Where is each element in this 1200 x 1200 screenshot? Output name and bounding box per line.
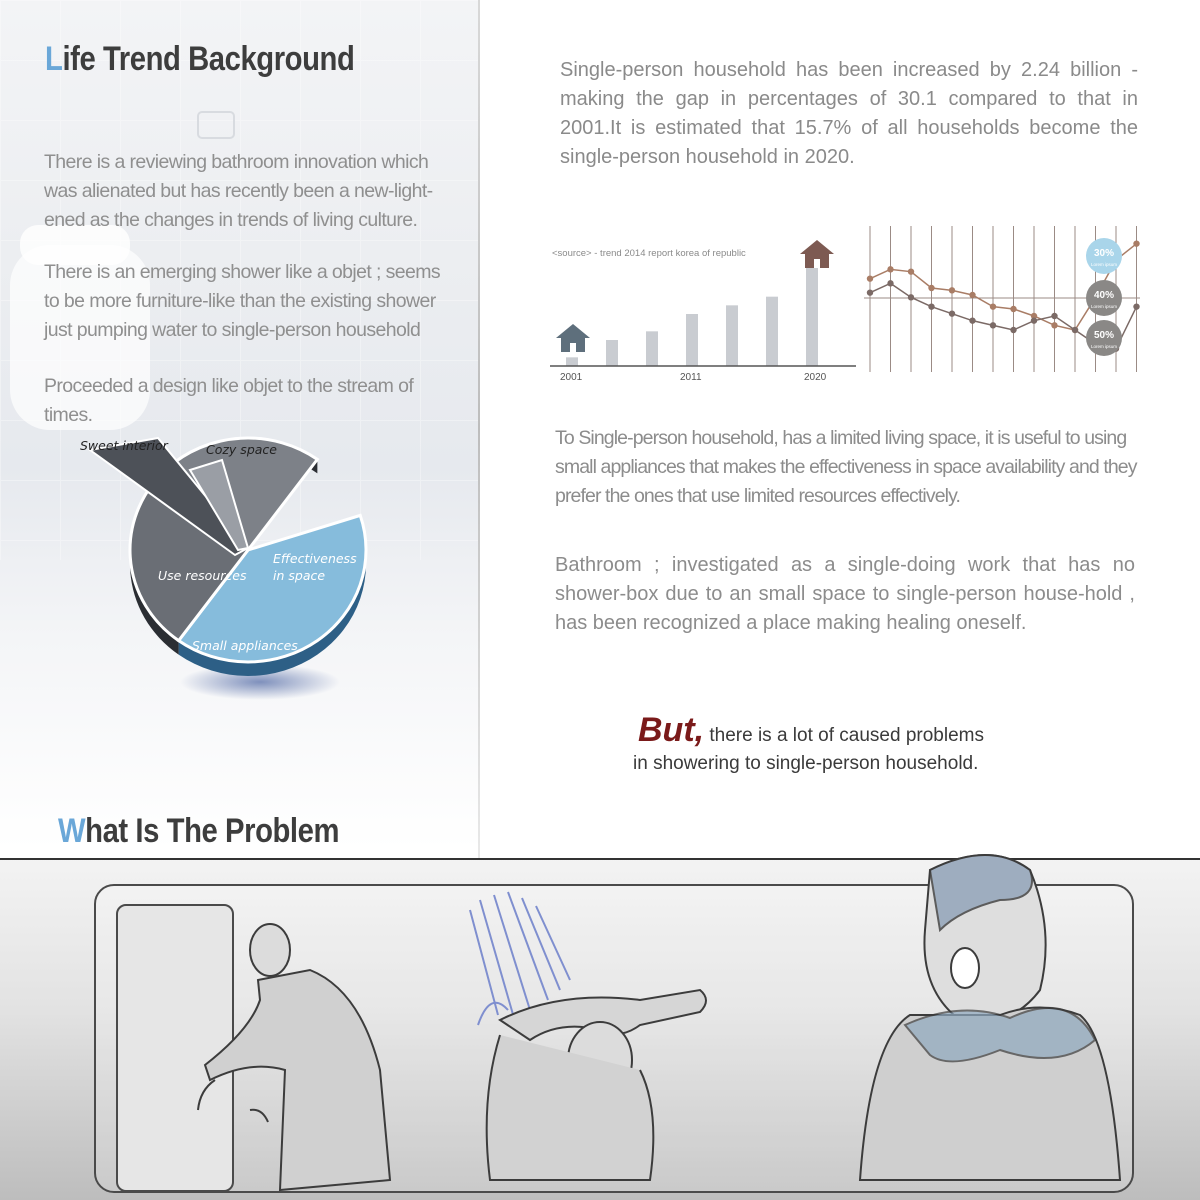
bar (726, 305, 738, 366)
pie-label-small-appliances: Small appliances (192, 638, 298, 653)
household-increase-paragraph: Single-person household has been increased by 2.24 billion - making the gap in percentages of 30.1 compared to that in 2001.It is estimated that 15.7% of all households become the single-person household in 2020. (560, 59, 1138, 168)
line-point (1051, 322, 1057, 328)
line-point (867, 289, 873, 295)
line-point (1133, 303, 1139, 309)
line-point (1010, 327, 1016, 333)
bar-tick-label-2020: 2020 (804, 372, 827, 382)
line-point (908, 294, 914, 300)
bar-tick-label-2011: 2011 (680, 372, 702, 382)
line-point (990, 322, 996, 328)
bar (686, 314, 698, 366)
badge-30-sublabel: Lorem ipsum (1090, 262, 1118, 267)
line-point (1031, 317, 1037, 323)
problem-callout (633, 711, 1093, 778)
house-icon (800, 240, 834, 268)
showering-people-illustration (0, 840, 1200, 1200)
line-point (1133, 240, 1139, 246)
person-leaning-icon (198, 924, 390, 1190)
bar (646, 331, 658, 366)
section-title-what-is-the-problem: What Is The Problem (58, 812, 340, 850)
section-title-life-trend: Life Trend Background (45, 40, 355, 78)
badge-40-sublabel: Lorem ipsum (1090, 304, 1118, 309)
callout-but: But, (638, 711, 705, 749)
trend-paragraph-1: There is a reviewing bathroom innovation which was alienated but has recently been a new-light-ened as the changes in trends of living culture. (44, 151, 433, 231)
trend-paragraph-3: Proceeded a design like objet to the stream of times. (44, 375, 414, 426)
bathroom-healing-paragraph: Bathroom ; investigated as a single-doing work that has no shower-box due to an small space to single-person house-hold , has been recognized a place making healing oneself. (555, 554, 1135, 634)
pie-label-effectiveness: Effectiveness in space (273, 551, 357, 583)
household-bar-chart (550, 232, 860, 382)
badge-40 (1086, 280, 1122, 316)
line-point (867, 275, 873, 281)
line-point (928, 303, 934, 309)
pie-label-use-resources: Use resources (158, 568, 247, 583)
line-point (949, 310, 955, 316)
person-shielding-face-icon (487, 990, 706, 1180)
badge-30 (1086, 238, 1122, 274)
line-point (887, 280, 893, 286)
line-point (949, 287, 955, 293)
small-appliances-paragraph: To Single-person household, has a limited living space, it is useful to using small appliances that makes the effectiveness in space availability and they prefer the ones that use limited resources effectively. (555, 427, 1137, 507)
line-point (969, 292, 975, 298)
preference-pie-chart (60, 420, 390, 710)
line-point (969, 317, 975, 323)
line-point (1010, 306, 1016, 312)
badge-50-sublabel: Lorem ipsum (1090, 344, 1118, 349)
house-icon (556, 324, 590, 352)
line-point (908, 268, 914, 274)
bar (766, 297, 778, 366)
line-point (928, 285, 934, 291)
trend-paragraph-2: There is an emerging shower like a objet ; seems to be more furniture-like than the existing shower just pumping water to single-person household (44, 261, 441, 341)
callout-line-2: in showering to single-person household. (633, 753, 979, 774)
callout-line-1: there is a lot of caused problems (709, 725, 984, 746)
panel-divider (478, 0, 480, 860)
badge-50 (1086, 320, 1122, 356)
line-point (887, 266, 893, 272)
badge-30-label: 30% (1093, 248, 1115, 259)
trend-line-chart (864, 226, 1146, 376)
bar (606, 340, 618, 366)
line-point (1072, 327, 1078, 333)
bar-series (566, 262, 818, 366)
chart-source-note: <source> - trend 2014 report korea of republic (552, 248, 746, 259)
pie-label-sweet-interior: Sweet interior (80, 438, 168, 453)
bar-tick-label-2001: 2001 (560, 372, 583, 382)
line-point (990, 303, 996, 309)
badge-50-label: 50% (1093, 330, 1115, 341)
bar (566, 357, 578, 366)
pie-label-cozy-space: Cozy space (206, 442, 277, 457)
person-yelling-icon (860, 855, 1120, 1180)
badge-40-label: 40% (1093, 290, 1115, 301)
line-point (1051, 313, 1057, 319)
bar (806, 262, 818, 366)
